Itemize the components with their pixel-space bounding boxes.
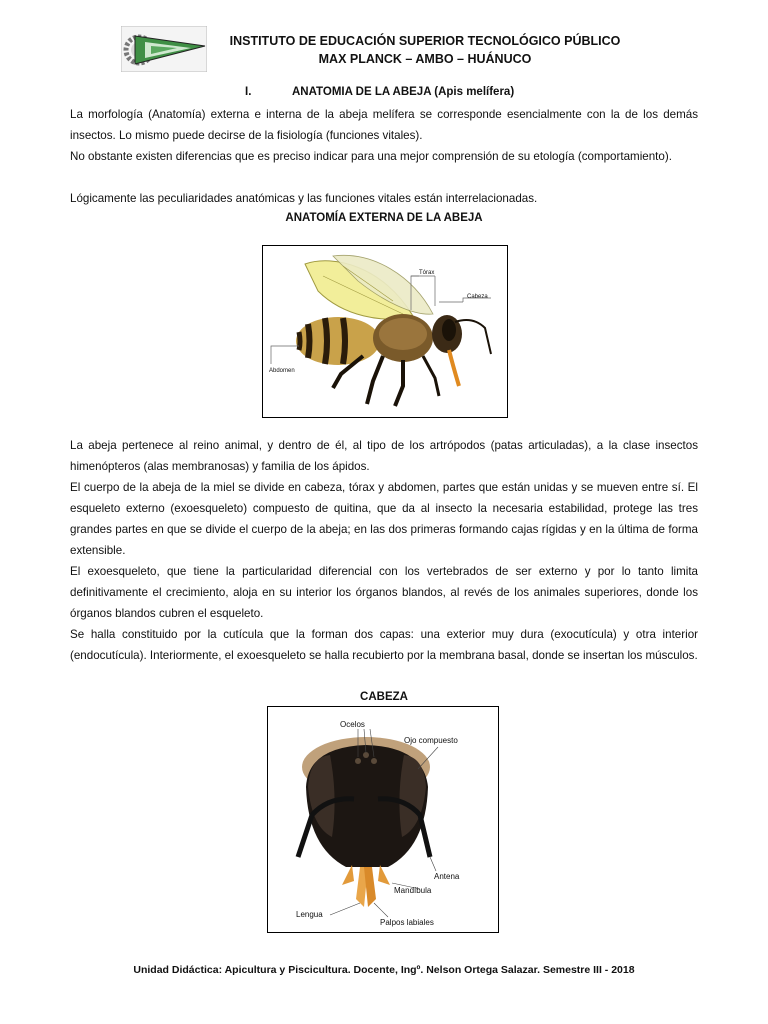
page-footer: Unidad Didáctica: Apicultura y Piscicultura. Docente, Ingº. Nelson Ortega Salazar. Semestre III - 2018 <box>133 964 635 976</box>
institution-logo <box>121 26 207 72</box>
bee-head-figure <box>267 706 499 933</box>
intro-paragraph-1: La morfología (Anatomía) externa e interna de la abeja melífera se corresponde esencialmente con la de los demás insectos. Lo mismo puede decirse de la fisiología (funciones vitales). <box>70 108 698 142</box>
label-lengua: Lengua <box>296 910 323 919</box>
section-number: I. <box>245 86 252 98</box>
institution-name-line2: MAX PLANCK – AMBO – HUÁNUCO <box>318 52 532 66</box>
bee-illustration <box>263 246 507 417</box>
bee-head-illustration <box>268 707 498 932</box>
figure1-heading: ANATOMÍA EXTERNA DE LA ABEJA <box>285 212 483 224</box>
intro-paragraph-2: No obstante existen diferencias que es preciso indicar para una mejor comprensión de su etología (comportamiento). <box>70 150 672 163</box>
body-paragraph-4: Se halla constituido por la cutícula que la forman dos capas: una exterior muy dura (exocutícula) y otra interior (endocutícula). Interiormente, el exoesqueleto se halla recubierto por la membrana basal, donde se insertan los músculos. <box>70 628 698 662</box>
label-torax: Tórax <box>419 270 435 276</box>
label-abdomen: Abdomen <box>269 368 295 374</box>
label-cabeza: Cabeza <box>467 294 488 300</box>
bee-anatomy-figure <box>262 245 508 418</box>
intro-paragraph-3: Lógicamente las peculiaridades anatómicas y las funciones vitales están interrelacionadas. <box>70 192 538 205</box>
label-palpos-labiales: Palpos labiales <box>380 918 434 927</box>
body-paragraph-1: La abeja pertenece al reino animal, y dentro de él, al tipo de los artrópodos (patas articuladas), a la clase insectos himenópteros (alas membranosas) y familia de los ápidos. <box>70 439 698 473</box>
institution-name-line1: INSTITUTO DE EDUCACIÓN SUPERIOR TECNOLÓGICO PÚBLICO <box>229 34 621 48</box>
label-antena: Antena <box>434 872 460 881</box>
label-ojo-compuesto: Ojo compuesto <box>404 736 458 745</box>
figure2-heading: CABEZA <box>360 691 408 703</box>
label-mandibula: Mandíbula <box>394 886 432 895</box>
body-paragraph-2: El cuerpo de la abeja de la miel se divide en cabeza, tórax y abdomen, partes que están unidas y se mueven entre sí. El esqueleto externo (exoesqueleto) compuesto de quitina, que da al insecto la necesaria estabilidad, protege las tres grandes partes en que se divide el cuerpo de la abeja; en las dos primeras formando cajas rígidas y en la última de forma extensible. <box>70 481 698 557</box>
section-title-text: ANATOMIA DE LA ABEJA (Apis melífera) <box>292 86 515 98</box>
label-ocelos: Ocelos <box>340 720 365 729</box>
body-paragraph-3: El exoesqueleto, que tiene la particularidad diferencial con los vertebrados de ser externo y por lo tanto limita definitivamente el crecimiento, aloja en su interior los órganos blandos, al revés de los animales superiores, donde los órganos blandos cubren el esqueleto. <box>70 565 698 620</box>
